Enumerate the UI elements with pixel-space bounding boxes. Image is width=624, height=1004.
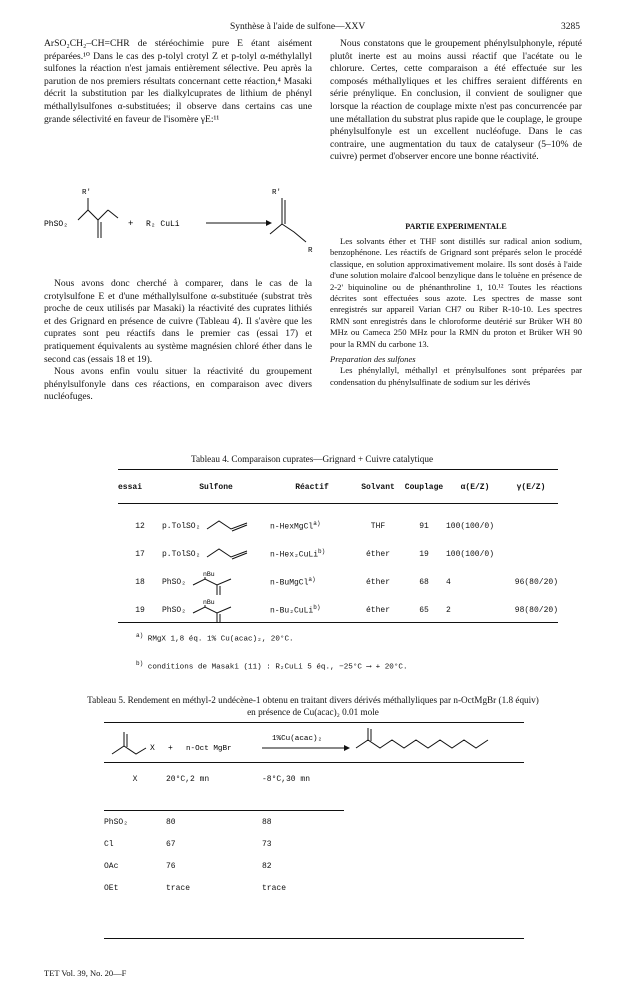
- table4-header: Sulfone: [199, 482, 233, 492]
- table-row: [118, 512, 558, 540]
- methallyl-chain: [193, 579, 231, 585]
- paragraph: Nous avons donc cherché à comparer, dans le cas de la crotylsulfone E et d'une méthallylsulfone α-substituée (substrat très proche de ceux utilisés par Masaki) la réactivité des cuprates lithiés et des Grignard en présence de cuivre (Tableau 4). Il s'avère que les cuprates sont peu réactifs dans le premier cas (essai 17) et pratiquement équivalents au système magnésien chloré éther dans le second cas (essais 18 et 19).: [44, 278, 312, 365]
- table-row: [104, 811, 344, 834]
- table5-rule-bottom: [104, 938, 524, 939]
- reactant-skeleton: [78, 210, 108, 220]
- journal-footer: TET Vol. 39, No. 20—F: [44, 968, 127, 978]
- methallyl-x-skeleton: [112, 746, 146, 754]
- reactif-label: n-Hex₂CuLi: [270, 550, 319, 560]
- table5-header-row: [104, 768, 344, 790]
- cell-couplage: 19: [419, 549, 429, 559]
- cell-x: PhSO₂: [104, 817, 129, 827]
- scheme-reactant-label: PhSO₂: [44, 220, 69, 229]
- table-row: [104, 855, 344, 877]
- paragraph: ArSO₂CH₂–CH=CHR de stéréochimie pure E étant aisément préparées.¹⁰ Dans le cas des p-tolyl crotyl Z et p-tolyl α-méthylallyl sulfones la réaction n'est jamais entièrement sélective. Peu après la parution de nos premiers résultats concernant cette réaction,⁴ Masaki décrit la substitution par les dialkylcuprates de lithium de phényl méthallylsulfones α-substituées; il observe dans certains cas une grande sélectivité en faveur de l'isomère γE:¹¹: [44, 38, 312, 125]
- table5-scheme: [104, 726, 524, 762]
- sulfone-label: p.TolSO₂: [162, 550, 201, 560]
- footnote-text: RMgX 1,8 éq. 1% Cu(acac)₂, 20°C.: [147, 635, 294, 644]
- right-column: [330, 38, 582, 164]
- crotyl-structure: [205, 547, 253, 561]
- cell-value: trace: [166, 883, 191, 893]
- paragraph: Nous constatons que le groupement phénylsulphonyle, réputé plutôt inerte est au moins aussi réactif que l'acétate ou le chlorure. Certes, cette comparaison a été effectuée sur les composés méthallyliques et les chiffres seraient différents en série prénylique. En conclusion, il convient de souligner que lorsque la réaction de couplage mixte n'est pas concurrencée par une métallation du substrat plus rapide que le couplage, le groupe phénylsulfonyle est un excellent nucléofuge. Dans le cas contraire, une augmentation du taux de catalyseur (5–10% de cuivre) permet d'observer encore une bonne réactivité.: [330, 38, 582, 163]
- left-column-bottom: [44, 278, 312, 404]
- cell-alpha: 2: [446, 605, 451, 615]
- scheme-r-prime: R': [82, 189, 92, 197]
- cell-couplage: 91: [419, 521, 429, 531]
- cell-gamma: 98(80/20): [514, 605, 558, 615]
- table5-caption: Tableau 5. Rendement en méthyl-2 undécène-1 obtenu en traitant divers dérivés méthallyliques par n-OctMgBr (1.8 équiv) en présence de Cu(acac)₂ 0.01 mole: [87, 695, 539, 717]
- table4-header-row: [118, 472, 558, 502]
- methallyl-structure: [191, 569, 241, 595]
- cell-sulfone: [162, 512, 270, 540]
- sulfone-label: p.TolSO₂: [162, 522, 201, 532]
- table4-rule-top: [118, 469, 558, 470]
- footnote-ref: a): [313, 520, 321, 528]
- sulfone-label: PhSO₂: [162, 578, 187, 588]
- cell-reactif: [270, 540, 354, 568]
- reactif-label: n-HexMgCl: [270, 522, 314, 532]
- table4-header: essai: [118, 482, 143, 492]
- table4-header: Couplage: [404, 482, 444, 492]
- cell-alpha: 100(100/0): [446, 549, 495, 559]
- cell-essai: 17: [135, 549, 145, 559]
- table4: [118, 472, 558, 624]
- product-chain: [356, 740, 488, 748]
- cell-alpha: 100(100/0): [446, 521, 495, 531]
- scheme-catalyst: 1%Cu(acac)₂: [272, 735, 323, 743]
- footnote-ref: a): [308, 576, 316, 584]
- table4-footnote-a: [136, 632, 294, 644]
- cell-alpha: 4: [446, 577, 451, 587]
- arrow-head: [344, 745, 350, 751]
- scheme-plus: +: [168, 744, 173, 753]
- cell-value: 82: [262, 861, 272, 871]
- reactif-label: n-Bu₂CuLi: [270, 606, 314, 616]
- table4-caption: Tableau 4. Comparaison cuprates—Grignard + Cuivre catalytique: [190, 454, 434, 464]
- scheme-x-label: X: [150, 744, 155, 753]
- footnote-ref: b): [313, 604, 321, 612]
- cell-reactif: [270, 596, 354, 624]
- cell-sulfone: [162, 540, 270, 568]
- table5-rule-mid: [104, 762, 524, 763]
- cell-x: Cl: [104, 839, 114, 849]
- reactant-bond: [108, 210, 118, 218]
- cell-value: 73: [262, 839, 272, 849]
- reactif-label: n-BuMgCl: [270, 578, 309, 588]
- cell-reactif: [270, 568, 354, 596]
- sulfone-label: PhSO₂: [162, 606, 187, 616]
- cell-x: OAc: [104, 861, 119, 871]
- cell-solvant: éther: [365, 577, 390, 587]
- cell-solvant: éther: [365, 605, 390, 615]
- scheme-product-r-prime: R': [272, 189, 282, 197]
- paragraph: Nous avons enfin voulu situer la réactivité du groupement phénylsulfonyle dans ces réactions, en comparaison avec divers nucléofuges.: [44, 366, 312, 403]
- cell-value: 88: [262, 817, 272, 827]
- cell-x: OEt: [104, 883, 119, 893]
- page-number: 3285: [561, 22, 580, 32]
- table4-rule-bottom: [118, 622, 558, 623]
- scheme-reagent: R₂ CuLi: [146, 220, 180, 229]
- table5-rule-top: [104, 722, 524, 723]
- cell-value: 80: [166, 817, 176, 827]
- running-title: Synthèse à l'aide de sulfone—XXV: [230, 22, 366, 32]
- subsection-title: Preparation des sulfones: [330, 354, 416, 365]
- table5-header: X: [132, 774, 138, 784]
- cell-couplage: 65: [419, 605, 429, 615]
- cell-essai: 12: [135, 521, 145, 531]
- experimental-section: [330, 236, 582, 388]
- left-column-top: [44, 38, 312, 126]
- cell-gamma: [504, 512, 558, 540]
- table4-header: Solvant: [361, 482, 395, 492]
- cell-value: trace: [262, 883, 287, 893]
- footnote-ref: b): [318, 548, 326, 556]
- methallyl-structure: [191, 597, 241, 623]
- paragraph: Les solvants éther et THF sont distillés sur radical anion sodium, benzophénone. Les réactifs de Grignard sont préparés selon le procédé classique, en solution approximativement molaire. Ils sont dosés à l'aide d'une solution molaire d'alcool benzylique dans le toluène en présence de 2-2' biquinoline ou de phénanthroline 1, 10.¹² Toutes les réactions décrites sont effectuées sous azote. Les spectres de masse sont enregistrés sur appareil Varian CH7 ou Riber R-10-10. Les spectres RMN sont enregistrés dans le chloroforme deutérié sur Brüker WH 80 MHz ou Cameca 250 MHz pour la RMN du proton et Brüker WH 90 pour la RMN du carbone 13.: [330, 236, 582, 349]
- product-skeleton: [282, 198, 306, 242]
- product-bond: [270, 224, 282, 234]
- substituent-label: nBu: [202, 599, 215, 606]
- table-row: [104, 833, 344, 855]
- cell-value: 67: [166, 839, 176, 849]
- cell-gamma: [504, 540, 558, 568]
- cell-reactif: [270, 512, 354, 540]
- table-row: [104, 877, 344, 899]
- table5: [104, 768, 344, 899]
- footnote-mark: a): [136, 632, 144, 639]
- footnote-text: conditions de Masaki (11) : R₂CuLi 5 éq., −25°C ⟶ + 20°C.: [147, 663, 408, 672]
- cell-essai: 19: [135, 605, 145, 615]
- arrow-head: [266, 220, 272, 226]
- table4-footnote-b: [136, 660, 408, 672]
- cell-solvant: THF: [370, 521, 386, 531]
- crotyl-structure: [205, 519, 253, 533]
- substituent-label: nBu: [202, 571, 215, 578]
- cell-sulfone: [162, 596, 270, 624]
- cell-gamma: 96(80/20): [514, 577, 558, 587]
- cell-sulfone: [162, 568, 270, 596]
- table4-header: α(E/Z): [460, 482, 490, 492]
- table5-header: 20°C,2 mn: [166, 774, 210, 784]
- footnote-mark: b): [136, 660, 144, 667]
- cell-value: 76: [166, 861, 176, 871]
- cell-solvant: éther: [365, 549, 390, 559]
- section-title: PARTIE EXPERIMENTALE: [405, 222, 507, 231]
- table-row: [118, 540, 558, 568]
- table-row: [118, 596, 558, 624]
- paragraph: Les phénylallyl, méthallyl et prénylsulfones sont préparées par condensation du phénylsulfinate de sodium sur les dérivés: [330, 365, 582, 387]
- cell-essai: 18: [135, 577, 145, 587]
- table4-header: Réactif: [295, 482, 329, 492]
- scheme-plus: +: [128, 219, 134, 229]
- scheme-reagent: n-Oct MgBr: [186, 745, 232, 753]
- cell-couplage: 68: [419, 577, 429, 587]
- scheme-product-r: R: [308, 247, 313, 255]
- table-row: [118, 568, 558, 596]
- methallyl-chain: [193, 607, 231, 613]
- table4-header: γ(E/Z): [516, 482, 546, 492]
- reaction-scheme: [44, 184, 316, 268]
- table5-header: -8°C,30 mn: [262, 774, 311, 784]
